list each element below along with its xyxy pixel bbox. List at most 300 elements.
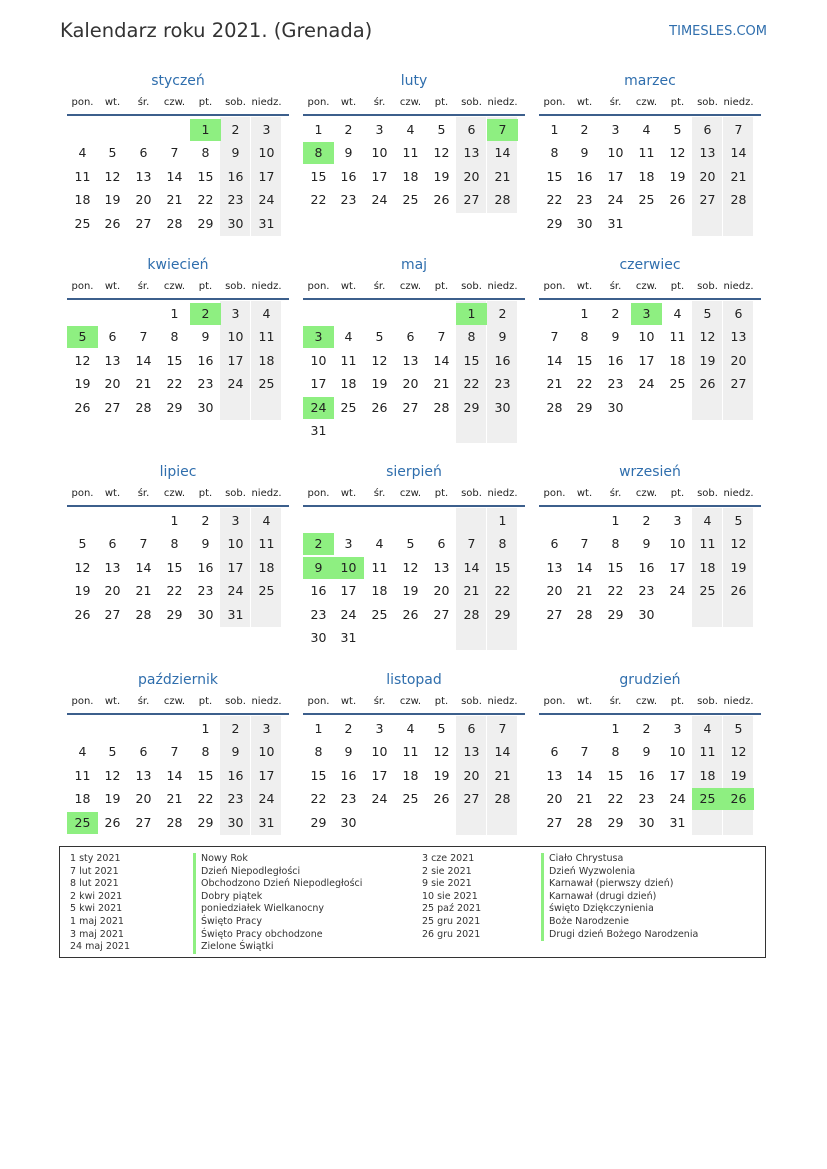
day-cell: 3 xyxy=(673,721,682,736)
day-cell: 12 xyxy=(74,352,91,368)
day-cell: 20 xyxy=(699,168,716,184)
day-cell: 13 xyxy=(463,145,480,161)
day-cell: 16 xyxy=(494,352,511,368)
day-cell: 20 xyxy=(463,767,480,783)
day-cell: 18 xyxy=(402,168,419,184)
day-cell: 22 xyxy=(494,583,511,599)
day-cell: 24 xyxy=(340,606,357,622)
day-cell: 18 xyxy=(258,559,275,575)
month-name: listopad xyxy=(386,672,442,688)
day-cell: 4 xyxy=(642,122,651,137)
day-cell: 29 xyxy=(197,215,214,231)
day-cell: 30 xyxy=(197,606,214,622)
day-cell: 1 xyxy=(170,513,179,528)
day-cell: 7 xyxy=(170,744,179,760)
holiday-day-cell: 25 xyxy=(692,788,723,810)
day-cell: 4 xyxy=(78,744,87,760)
day-cell: 14 xyxy=(166,767,183,783)
day-cell: 30 xyxy=(607,399,624,415)
day-cell: 20 xyxy=(402,376,419,392)
holiday-day-cell: 1 xyxy=(456,303,487,325)
day-cell: 2 xyxy=(231,122,240,137)
legend-holiday-date: 10 sie 2021 xyxy=(422,890,478,902)
weekday-label: śr. xyxy=(373,488,386,499)
day-cell: 15 xyxy=(310,767,327,783)
weekday-rule xyxy=(67,298,289,300)
day-cell: 21 xyxy=(135,376,152,392)
legend-left-dates xyxy=(70,853,130,954)
day-cell: 23 xyxy=(576,192,593,208)
weekday-label: sob. xyxy=(697,488,718,499)
day-cell: 12 xyxy=(74,559,91,575)
day-cell: 16 xyxy=(197,559,214,575)
day-cell: 12 xyxy=(730,536,747,552)
day-cell: 22 xyxy=(607,583,624,599)
day-cell: 29 xyxy=(494,606,511,622)
weekday-label: pt. xyxy=(198,488,213,499)
legend-holiday-date: 2 sie 2021 xyxy=(422,865,472,877)
weekday-label: czw. xyxy=(163,696,186,707)
weekday-label: pon. xyxy=(543,281,566,292)
month-block xyxy=(67,73,289,263)
weekday-rule xyxy=(303,713,525,715)
weekday-label: pon. xyxy=(71,488,94,499)
day-cell: 19 xyxy=(74,376,91,392)
day-cell: 1 xyxy=(550,122,559,137)
weekday-label: pt. xyxy=(670,97,685,108)
day-cell: 19 xyxy=(730,559,747,575)
weekday-label: sob. xyxy=(697,97,718,108)
day-cell: 2 xyxy=(344,122,353,137)
day-cell: 6 xyxy=(139,744,148,760)
day-cell: 27 xyxy=(463,192,480,208)
day-cell: 14 xyxy=(576,559,593,575)
day-cell: 22 xyxy=(607,791,624,807)
day-cell: 26 xyxy=(74,399,91,415)
weekday-label: niedz. xyxy=(251,696,282,707)
month-name: styczeń xyxy=(151,73,205,89)
weekday-label: niedz. xyxy=(723,97,754,108)
weekday-label: sob. xyxy=(225,488,246,499)
day-cell: 5 xyxy=(734,721,743,736)
day-cell: 6 xyxy=(703,122,712,137)
month-block xyxy=(303,73,525,263)
day-cell: 19 xyxy=(74,583,91,599)
day-cell: 2 xyxy=(642,721,651,736)
day-cell: 6 xyxy=(108,329,117,345)
month-name: sierpień xyxy=(386,464,442,480)
day-cell: 4 xyxy=(375,536,384,552)
day-cell: 26 xyxy=(669,192,686,208)
month-block xyxy=(303,257,525,447)
weekend-shade xyxy=(456,508,486,650)
day-cell: 11 xyxy=(402,145,419,161)
day-cell: 23 xyxy=(340,791,357,807)
day-cell: 16 xyxy=(638,559,655,575)
weekday-label: pon. xyxy=(307,488,330,499)
day-cell: 30 xyxy=(494,399,511,415)
day-cell: 1 xyxy=(314,721,323,736)
day-cell: 2 xyxy=(201,513,210,528)
day-cell: 18 xyxy=(258,352,275,368)
day-cell: 24 xyxy=(669,583,686,599)
day-cell: 3 xyxy=(262,122,271,137)
day-cell: 23 xyxy=(310,606,327,622)
weekday-label: wt. xyxy=(340,696,357,707)
month-name: luty xyxy=(400,73,428,89)
day-cell: 7 xyxy=(139,536,148,552)
day-cell: 18 xyxy=(699,767,716,783)
day-cell: 16 xyxy=(227,168,244,184)
day-cell: 21 xyxy=(576,791,593,807)
weekday-label: wt. xyxy=(340,281,357,292)
day-cell: 20 xyxy=(730,352,747,368)
day-cell: 17 xyxy=(638,352,655,368)
day-cell: 27 xyxy=(135,814,152,830)
weekday-label: śr. xyxy=(609,696,622,707)
day-cell: 6 xyxy=(139,145,148,161)
day-cell: 27 xyxy=(730,376,747,392)
weekday-label: pt. xyxy=(670,488,685,499)
day-cell: 15 xyxy=(463,352,480,368)
day-cell: 21 xyxy=(730,168,747,184)
weekday-rule xyxy=(67,713,289,715)
weekday-label: niedz. xyxy=(251,488,282,499)
day-cell: 23 xyxy=(227,791,244,807)
weekday-label: niedz. xyxy=(487,696,518,707)
weekday-rule xyxy=(67,114,289,116)
day-cell: 14 xyxy=(494,744,511,760)
weekday-label: niedz. xyxy=(723,696,754,707)
day-cell: 19 xyxy=(371,376,388,392)
day-cell: 8 xyxy=(550,145,559,161)
weekday-label: sob. xyxy=(461,97,482,108)
day-cell: 28 xyxy=(576,606,593,622)
day-cell: 19 xyxy=(669,168,686,184)
holiday-day-cell: 3 xyxy=(303,326,334,348)
day-cell: 29 xyxy=(197,814,214,830)
day-cell: 23 xyxy=(607,376,624,392)
day-cell: 5 xyxy=(78,536,87,552)
weekday-label: wt. xyxy=(104,696,121,707)
day-cell: 2 xyxy=(580,122,589,137)
day-cell: 26 xyxy=(104,215,121,231)
weekday-label: niedz. xyxy=(487,281,518,292)
legend-holiday-name: Święto Pracy xyxy=(193,916,362,929)
legend-holiday-name: Karnawał (drugi dzień) xyxy=(541,891,698,904)
weekday-label: sob. xyxy=(225,696,246,707)
day-cell: 28 xyxy=(494,192,511,208)
day-cell: 29 xyxy=(607,814,624,830)
weekday-label: sob. xyxy=(225,97,246,108)
day-cell: 11 xyxy=(638,145,655,161)
day-cell: 16 xyxy=(576,168,593,184)
day-cell: 5 xyxy=(437,122,446,137)
day-cell: 26 xyxy=(402,606,419,622)
legend-holiday-date: 2 kwi 2021 xyxy=(70,890,123,902)
day-cell: 20 xyxy=(104,583,121,599)
day-cell: 13 xyxy=(699,145,716,161)
day-cell: 23 xyxy=(638,583,655,599)
day-cell: 31 xyxy=(340,630,357,645)
day-cell: 8 xyxy=(170,329,179,345)
weekday-label: śr. xyxy=(609,488,622,499)
day-cell: 12 xyxy=(669,145,686,161)
weekday-label: śr. xyxy=(373,696,386,707)
day-cell: 5 xyxy=(703,306,712,321)
weekday-label: pon. xyxy=(71,97,94,108)
day-cell: 21 xyxy=(494,168,511,184)
day-cell: 1 xyxy=(170,306,179,321)
day-cell: 28 xyxy=(463,606,480,622)
holiday-day-cell: 8 xyxy=(303,142,334,164)
weekday-label: pt. xyxy=(198,696,213,707)
day-cell: 29 xyxy=(607,606,624,622)
holiday-day-cell: 2 xyxy=(303,533,334,555)
site-link[interactable]: TIMESLES.COM xyxy=(669,24,767,39)
day-cell: 13 xyxy=(546,559,563,575)
day-cell: 8 xyxy=(314,744,323,760)
day-cell: 15 xyxy=(197,168,214,184)
weekday-label: niedz. xyxy=(487,97,518,108)
day-cell: 31 xyxy=(310,423,327,438)
day-cell: 4 xyxy=(406,122,415,137)
day-cell: 13 xyxy=(463,744,480,760)
weekday-label: pt. xyxy=(434,281,449,292)
day-cell: 30 xyxy=(638,606,655,622)
day-cell: 12 xyxy=(433,744,450,760)
weekday-label: sob. xyxy=(697,696,718,707)
day-cell: 10 xyxy=(227,536,244,552)
day-cell: 15 xyxy=(607,559,624,575)
weekday-rule xyxy=(539,298,761,300)
day-cell: 21 xyxy=(433,376,450,392)
day-cell: 11 xyxy=(74,168,91,184)
day-cell: 2 xyxy=(231,721,240,736)
day-cell: 6 xyxy=(467,122,476,137)
day-cell: 15 xyxy=(310,168,327,184)
weekday-label: wt. xyxy=(576,696,593,707)
day-cell: 14 xyxy=(494,145,511,161)
day-cell: 19 xyxy=(730,767,747,783)
day-cell: 9 xyxy=(201,329,210,345)
legend-holiday-name: Nowy Rok xyxy=(193,853,362,866)
legend-holiday-date: 1 maj 2021 xyxy=(70,915,124,927)
day-cell: 9 xyxy=(344,744,353,760)
weekday-label: wt. xyxy=(576,488,593,499)
day-cell: 26 xyxy=(433,791,450,807)
day-cell: 30 xyxy=(576,215,593,231)
day-cell: 27 xyxy=(699,192,716,208)
day-cell: 1 xyxy=(498,513,507,528)
day-cell: 10 xyxy=(258,145,275,161)
day-cell: 22 xyxy=(463,376,480,392)
day-cell: 31 xyxy=(258,814,275,830)
month-block xyxy=(539,257,761,447)
day-cell: 2 xyxy=(611,306,620,321)
day-cell: 6 xyxy=(467,721,476,736)
day-cell: 23 xyxy=(197,376,214,392)
day-cell: 15 xyxy=(494,559,511,575)
weekday-label: niedz. xyxy=(487,488,518,499)
weekday-label: czw. xyxy=(399,696,422,707)
day-cell: 18 xyxy=(699,559,716,575)
day-cell: 20 xyxy=(104,376,121,392)
month-block xyxy=(67,257,289,447)
day-cell: 24 xyxy=(258,192,275,208)
weekday-label: pt. xyxy=(670,281,685,292)
day-cell: 7 xyxy=(467,536,476,552)
weekday-label: wt. xyxy=(104,488,121,499)
day-cell: 10 xyxy=(669,536,686,552)
day-cell: 11 xyxy=(340,352,357,368)
weekday-label: śr. xyxy=(137,97,150,108)
weekday-label: czw. xyxy=(399,281,422,292)
day-cell: 25 xyxy=(402,192,419,208)
day-cell: 1 xyxy=(611,513,620,528)
legend-holiday-name: Święto Pracy obchodzone xyxy=(193,929,362,942)
day-cell: 9 xyxy=(498,329,507,345)
day-cell: 10 xyxy=(669,744,686,760)
day-cell: 28 xyxy=(576,814,593,830)
day-cell: 5 xyxy=(108,145,117,161)
day-cell: 10 xyxy=(607,145,624,161)
day-cell: 10 xyxy=(310,352,327,368)
weekday-label: czw. xyxy=(163,281,186,292)
weekday-label: sob. xyxy=(225,281,246,292)
day-cell: 19 xyxy=(433,767,450,783)
weekday-label: śr. xyxy=(609,97,622,108)
day-cell: 8 xyxy=(201,145,210,161)
day-cell: 2 xyxy=(642,513,651,528)
day-cell: 20 xyxy=(135,192,152,208)
weekday-rule xyxy=(303,298,525,300)
day-cell: 12 xyxy=(699,329,716,345)
weekday-label: czw. xyxy=(635,696,658,707)
day-cell: 16 xyxy=(638,767,655,783)
legend-holiday-name: Dzień Niepodległości xyxy=(193,866,362,879)
day-cell: 27 xyxy=(546,606,563,622)
weekday-label: sob. xyxy=(697,281,718,292)
day-cell: 4 xyxy=(78,145,87,161)
day-cell: 11 xyxy=(402,744,419,760)
day-cell: 27 xyxy=(104,606,121,622)
month-name: czerwiec xyxy=(619,257,681,273)
day-cell: 13 xyxy=(546,767,563,783)
day-cell: 20 xyxy=(135,791,152,807)
legend-holiday-date: 5 kwi 2021 xyxy=(70,903,123,915)
day-cell: 18 xyxy=(74,791,91,807)
day-cell: 26 xyxy=(433,192,450,208)
day-cell: 7 xyxy=(498,721,507,736)
day-cell: 29 xyxy=(310,814,327,830)
day-cell: 21 xyxy=(576,583,593,599)
day-cell: 7 xyxy=(139,329,148,345)
month-name: grudzień xyxy=(619,672,681,688)
day-cell: 24 xyxy=(371,791,388,807)
weekday-label: pon. xyxy=(307,281,330,292)
day-cell: 14 xyxy=(730,145,747,161)
legend-holiday-name: Ciało Chrystusa xyxy=(541,853,698,866)
day-cell: 21 xyxy=(494,767,511,783)
day-cell: 14 xyxy=(463,559,480,575)
day-cell: 1 xyxy=(611,721,620,736)
day-cell: 21 xyxy=(166,791,183,807)
month-block xyxy=(67,672,289,862)
holiday-day-cell: 2 xyxy=(190,303,221,325)
legend-holiday-date: 25 paź 2021 xyxy=(422,903,482,915)
day-cell: 30 xyxy=(227,215,244,231)
holiday-day-cell: 26 xyxy=(723,788,754,810)
day-cell: 11 xyxy=(258,536,275,552)
day-cell: 30 xyxy=(340,814,357,830)
day-cell: 28 xyxy=(433,399,450,415)
day-cell: 22 xyxy=(166,376,183,392)
day-cell: 4 xyxy=(344,329,353,345)
day-cell: 6 xyxy=(550,744,559,760)
day-cell: 9 xyxy=(580,145,589,161)
weekday-label: pt. xyxy=(670,696,685,707)
day-cell: 17 xyxy=(371,767,388,783)
day-cell: 7 xyxy=(550,329,559,345)
weekday-label: pon. xyxy=(543,696,566,707)
day-cell: 9 xyxy=(201,536,210,552)
day-cell: 19 xyxy=(402,583,419,599)
holiday-day-cell: 25 xyxy=(67,812,98,834)
legend-holiday-date: 1 sty 2021 xyxy=(70,853,121,864)
month-block xyxy=(539,73,761,263)
day-cell: 20 xyxy=(463,168,480,184)
legend-holiday-name: święto Dziękczynienia xyxy=(541,903,698,916)
month-name: marzec xyxy=(624,73,676,89)
day-cell: 9 xyxy=(611,329,620,345)
legend-holiday-name: Zielone Świątki xyxy=(193,941,362,954)
weekday-label: pon. xyxy=(71,696,94,707)
day-cell: 28 xyxy=(546,399,563,415)
day-cell: 1 xyxy=(314,122,323,137)
day-cell: 15 xyxy=(576,352,593,368)
day-cell: 2 xyxy=(344,721,353,736)
day-cell: 11 xyxy=(74,767,91,783)
day-cell: 5 xyxy=(406,536,415,552)
day-cell: 9 xyxy=(642,744,651,760)
day-cell: 9 xyxy=(344,145,353,161)
day-cell: 28 xyxy=(166,215,183,231)
day-cell: 13 xyxy=(433,559,450,575)
day-cell: 15 xyxy=(546,168,563,184)
legend-holiday-date: 9 sie 2021 xyxy=(422,878,472,890)
day-cell: 8 xyxy=(170,536,179,552)
weekday-label: czw. xyxy=(635,488,658,499)
legend-holiday-date: 3 cze 2021 xyxy=(422,853,475,864)
day-cell: 25 xyxy=(74,215,91,231)
day-cell: 13 xyxy=(104,352,121,368)
day-cell: 21 xyxy=(166,192,183,208)
day-cell: 25 xyxy=(258,583,275,599)
day-cell: 10 xyxy=(258,744,275,760)
day-cell: 3 xyxy=(611,122,620,137)
day-cell: 28 xyxy=(135,399,152,415)
day-cell: 19 xyxy=(104,791,121,807)
holiday-day-cell: 7 xyxy=(487,119,518,141)
day-cell: 3 xyxy=(231,306,240,321)
day-cell: 16 xyxy=(227,767,244,783)
weekday-label: wt. xyxy=(576,97,593,108)
weekday-label: niedz. xyxy=(251,97,282,108)
day-cell: 22 xyxy=(166,583,183,599)
day-cell: 23 xyxy=(638,791,655,807)
day-cell: 27 xyxy=(463,791,480,807)
